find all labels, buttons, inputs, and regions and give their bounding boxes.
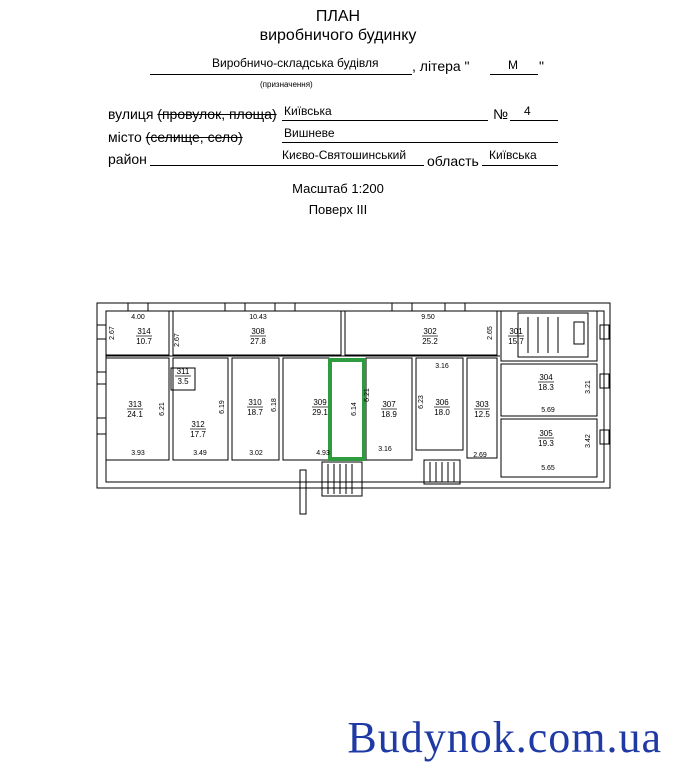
dimension-label: 2.69 xyxy=(473,452,487,459)
dimension-label: 6.21 xyxy=(159,402,166,416)
room-number-306: 306 xyxy=(435,398,449,407)
dimension-label: 6.14 xyxy=(351,402,358,416)
plan-title: ПЛАН xyxy=(315,8,361,25)
floor-text: Поверх III xyxy=(308,202,368,217)
street-label-strike: (провулок, площа) xyxy=(157,106,277,122)
street-label-text: вулиця xyxy=(108,106,158,122)
dimension-label: 9.50 xyxy=(421,314,435,321)
dimension-label: 6.18 xyxy=(271,398,278,412)
room-area-304: 18.3 xyxy=(538,383,554,392)
dimension-label: 3.49 xyxy=(193,450,207,457)
room-area-303: 12.5 xyxy=(474,410,490,419)
dimension-label: 10.43 xyxy=(249,314,267,321)
room-area-310: 18.7 xyxy=(247,408,263,417)
room-number-304: 304 xyxy=(539,373,553,382)
room-area-312: 17.7 xyxy=(190,430,206,439)
dimension-label: 3.93 xyxy=(131,450,145,457)
brand-watermark[interactable]: Budynok.com.ua xyxy=(347,713,662,762)
plan-subtitle: виробничого будинку xyxy=(259,27,417,44)
dimension-label: 3.16 xyxy=(378,446,392,453)
room-area-302: 25.2 xyxy=(422,337,438,346)
room-area-313: 24.1 xyxy=(127,410,143,419)
dimension-label: 6.23 xyxy=(418,395,425,409)
dimension-label: 5.65 xyxy=(541,465,555,472)
room-number-302: 302 xyxy=(423,327,437,336)
scale-text: Масштаб 1:200 xyxy=(292,181,384,196)
room-area-301: 15.7 xyxy=(508,337,524,346)
number-value: 4 xyxy=(524,104,531,118)
number-label: № xyxy=(493,106,509,122)
dimension-label: 5.69 xyxy=(541,407,555,414)
dimension-label: 3.02 xyxy=(249,450,263,457)
room-number-301: 301 xyxy=(509,327,523,336)
dimension-label: 6.19 xyxy=(219,400,226,414)
litera-prefix: , літера " xyxy=(412,58,470,74)
dimension-label: 3.21 xyxy=(585,380,592,394)
room-area-311: 3.5 xyxy=(177,377,189,386)
dimension-label: 3.42 xyxy=(585,434,592,448)
room-number-305: 305 xyxy=(539,429,553,438)
room-area-314: 10.7 xyxy=(136,337,152,346)
room-number-307: 307 xyxy=(382,400,396,409)
room-area-308: 27.8 xyxy=(250,337,266,346)
city-label-text: місто xyxy=(108,129,146,145)
city-value: Вишневе xyxy=(284,126,335,140)
room-number-314: 314 xyxy=(137,327,151,336)
room-number-312: 312 xyxy=(191,420,205,429)
room-area-307: 18.9 xyxy=(381,410,397,419)
district-label: район xyxy=(108,151,147,167)
city-label-strike: (селище, село) xyxy=(145,129,243,145)
litera-suffix: " xyxy=(539,58,544,74)
dimension-label: 2.65 xyxy=(487,326,494,340)
room-number-313: 313 xyxy=(128,400,142,409)
highlighted-room-outline[interactable] xyxy=(330,360,364,459)
room-number-310: 310 xyxy=(248,398,262,407)
dimension-label: 3.16 xyxy=(435,363,449,370)
room-area-309: 29.1 xyxy=(312,408,328,417)
purpose-value: Виробничо-складська будівля xyxy=(212,56,379,70)
room-area-306: 18.0 xyxy=(434,408,450,417)
room-area-305: 19.3 xyxy=(538,439,554,448)
dimension-label: 4.93 xyxy=(316,450,330,457)
room-number-309: 309 xyxy=(313,398,327,407)
room-number-308: 308 xyxy=(251,327,265,336)
dimension-label: 6.21 xyxy=(364,388,371,402)
room-number-311: 311 xyxy=(176,367,190,376)
purpose-caption: (призначення) xyxy=(260,80,313,89)
dimension-label: 4.00 xyxy=(131,314,145,321)
street-value: Київська xyxy=(284,104,332,118)
dimension-label: 2.67 xyxy=(174,333,181,347)
dimension-label: 2.67 xyxy=(109,326,116,340)
region-value: Київська xyxy=(489,148,537,162)
region-label: область xyxy=(427,153,479,169)
district-value: Києво-Святошинський xyxy=(282,148,407,162)
litera-value: М xyxy=(508,58,518,72)
room-number-303: 303 xyxy=(475,400,489,409)
